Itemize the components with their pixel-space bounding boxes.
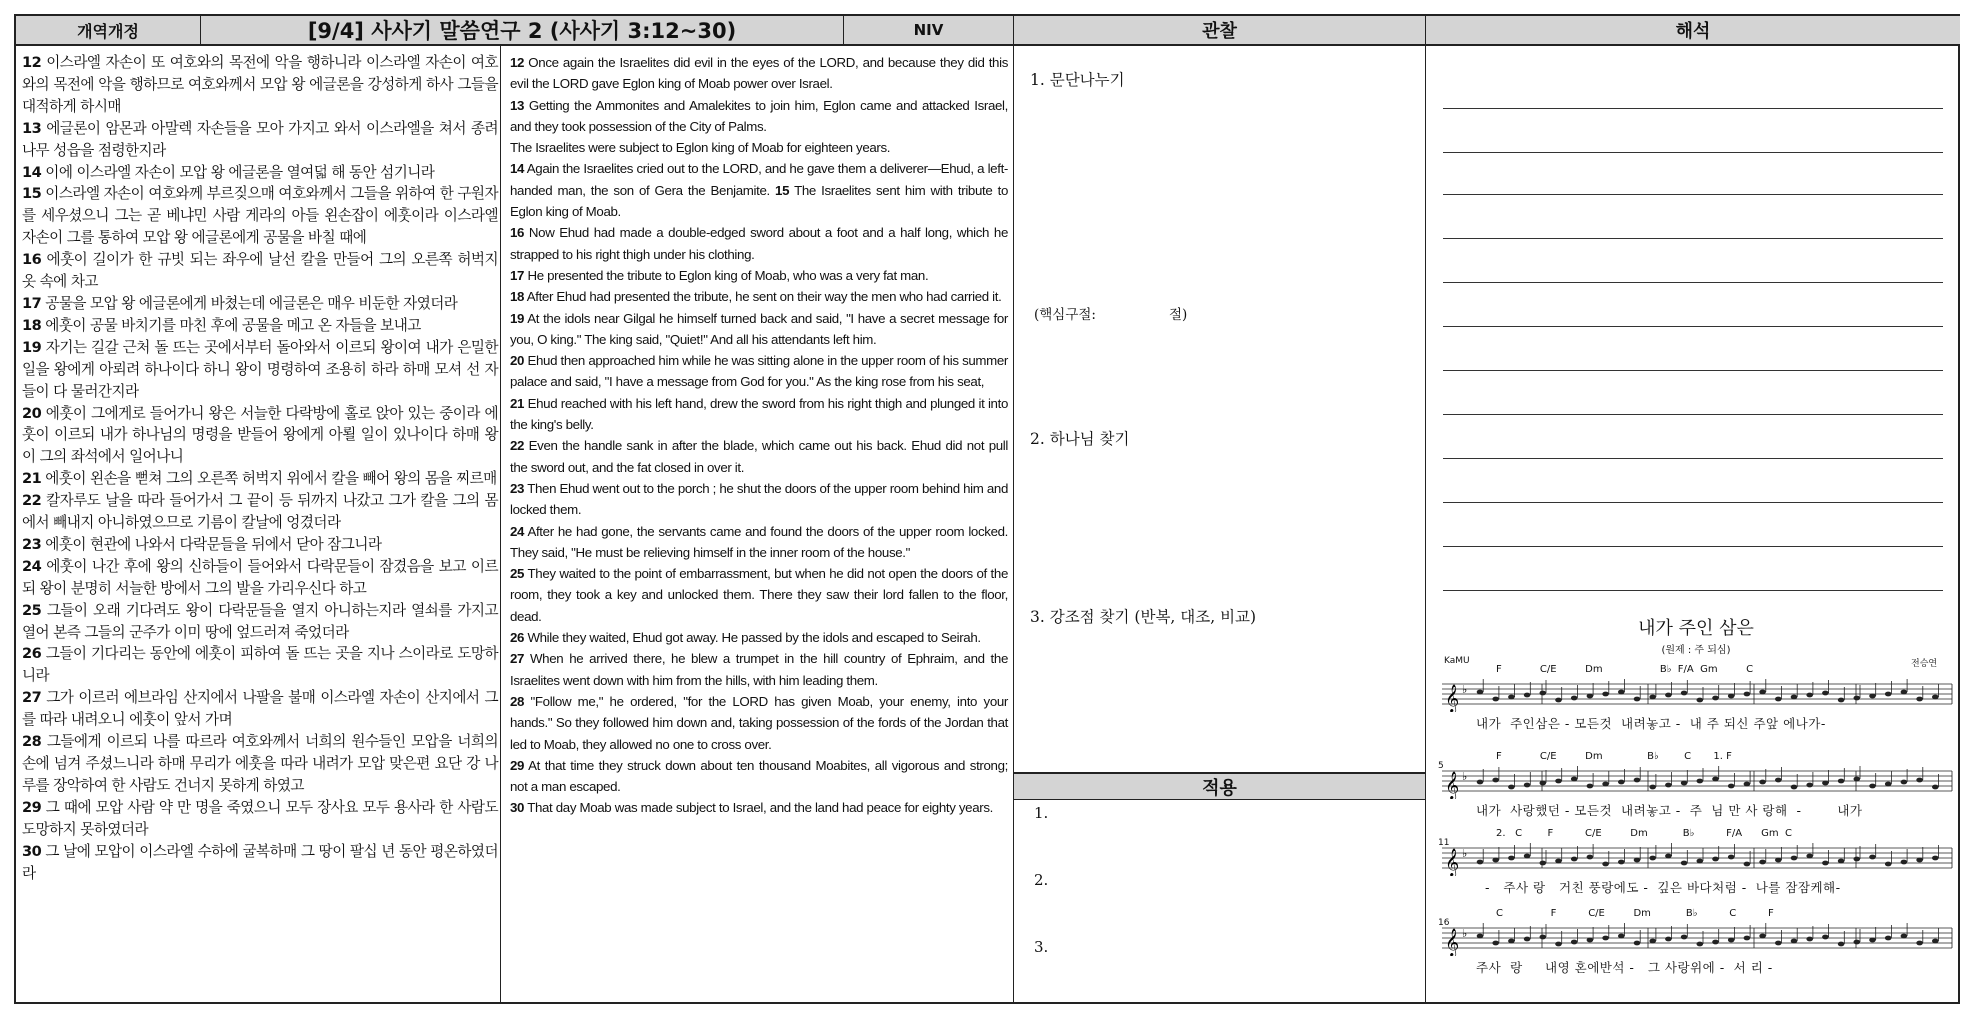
korean-verse: [22, 403, 498, 469]
verse-number: 15: [775, 182, 790, 198]
ruled-line: [1443, 546, 1943, 547]
svg-text:𝄞: 𝄞: [1445, 771, 1460, 799]
verse-number: 14: [510, 161, 525, 177]
verse-text: 그 때에 모압 사람 약 만 명을 죽였으니 모두 장사요 모두 용사라 한 사람도 도망하지 못하였더라: [22, 798, 498, 838]
verse-number: 28: [22, 733, 42, 751]
verse-number: 30: [510, 800, 525, 816]
svg-text:𝄞: 𝄞: [1445, 928, 1460, 956]
niv-header: NIV: [844, 16, 1014, 46]
verse-number: 29: [510, 757, 525, 773]
ruled-line: [1443, 108, 1943, 109]
observation-item-2: 2. 하나님 찾기: [1030, 430, 1130, 448]
application-item-1: 1.: [1034, 804, 1049, 822]
application-header: 적용: [1014, 772, 1425, 800]
ruled-line: [1443, 282, 1943, 283]
key-verse-label: (핵심구절:: [1034, 307, 1096, 323]
verse-text: 이스라엘 자손이 여호와께 부르짖으매 여호와께서 그들을 위하여 한 구원자를 세우셨으니 그는 곧 베냐민 사람 게라의 아들 왼손잡이 에훗이라 이스라엘 자손이 그를 통하여 모압 왕 에글론에게 공물을 바칠 때에: [22, 185, 498, 247]
ruled-line: [1443, 502, 1943, 503]
korean-verse: [22, 534, 498, 556]
verse-text: 이에 이스라엘 자손이 모압 왕 에글론을 열여덟 해 동안 섬기니라: [41, 163, 435, 181]
verse-number: 23: [22, 535, 42, 553]
niv-verse: [510, 350, 1008, 393]
observation-header: 관찰: [1014, 16, 1426, 46]
niv-verse: [510, 222, 1008, 265]
korean-verse: [22, 797, 498, 841]
verse-number: 12: [22, 54, 42, 71]
study-sheet: [14, 14, 1960, 1004]
song-composer: 전승연: [1911, 659, 1938, 669]
niv-verse: [510, 265, 1008, 286]
svg-text:𝄞: 𝄞: [1445, 684, 1460, 712]
korean-verse: [22, 556, 498, 600]
ruled-line: [1443, 152, 1943, 153]
niv-verse: [510, 52, 1008, 95]
verse-number: 17: [510, 267, 525, 283]
verse-text: 그들이 오래 기다려도 왕이 다락문들을 열지 아니하는지라 열쇠를 가지고 열어 본즉 그들의 군주가 이미 땅에 엎드러져 죽었더라: [22, 601, 498, 641]
verse-text: Again the Israelites cried out to the LORD, and he gave them a deliverer—Ehud, a left-handed man, the son of Gera the Benjamite.: [510, 161, 1008, 198]
korean-verse: [22, 183, 498, 249]
verse-number: 15: [22, 185, 42, 203]
verse-number: 22: [22, 492, 42, 510]
niv-verse: [510, 627, 1008, 648]
chord-symbols: F C/E Dm B♭ F/A Gm C: [1496, 664, 1754, 675]
verse-text: "Follow me," he ordered, "for the LORD has given Moab, your enemy, into your hands." So they followed him down and, taking possession of the fords of the Jordan that led to Moab, they allowed no one to cross over.: [510, 693, 1008, 752]
page-title: [9/4] 사사기 말씀연구 2 (사사기 3:12~30): [201, 16, 844, 46]
verse-number: 29: [22, 798, 42, 816]
verse-number: 16: [510, 225, 525, 241]
verse-number: 18: [510, 289, 525, 305]
verse-text: 에훗이 공물 바치기를 마친 후에 공물을 메고 온 자들을 보내고: [41, 316, 421, 334]
ruled-line: [1443, 238, 1943, 239]
niv-verse: [510, 95, 1008, 138]
verse-text: 공물을 모압 왕 에글론에게 바쳤는데 에글론은 매우 비둔한 자였더라: [41, 294, 458, 312]
song-title: 내가 주인 삼은: [1638, 618, 1754, 639]
verse-text: At that time they struck down about ten thousand Moabites, all vigorous and strong; not a man escaped.: [510, 757, 1008, 795]
verse-text: 그들에게 이르되 나를 따르라 여호와께서 너희의 원수들인 모압을 너희의 손에 넘겨 주셨느니라 하매 무리가 에훗을 따라 내려가 모압 맞은편 요단 강 나루를 장악하여 한 사람도 건너지 못하게 하였고: [22, 733, 498, 794]
verse-number: 12: [510, 55, 525, 70]
verse-number: 22: [510, 438, 525, 454]
verse-number: 21: [510, 395, 525, 411]
chord-symbols: 2. C F C/E Dm B♭ F/A Gm C: [1496, 828, 1792, 839]
korean-verse: [22, 118, 498, 162]
verse-text: The Israelites were subject to Eglon king of Moab for eighteen years.: [510, 140, 891, 156]
verse-number: 23: [510, 480, 525, 496]
verse-number: 16: [22, 251, 42, 269]
verse-text: 그가 이르러 에브라임 산지에서 나팔을 불매 이스라엘 자손이 산지에서 그를 따라 내려오니 에훗이 앞서 가며: [22, 689, 498, 729]
niv-verse: [510, 286, 1008, 307]
niv-verse: [510, 435, 1008, 478]
music-staff: [1436, 922, 1956, 956]
verse-text: He presented the tribute to Eglon king of Moab, who was a very fat man.: [524, 267, 929, 283]
application-item-2: 2.: [1034, 871, 1049, 889]
song-lyrics: 내가 주인삼은 - 모든것 내려놓고 - 내 주 되신 주앞 에나가-: [1476, 716, 1826, 731]
niv-verse: [510, 521, 1008, 564]
verse-number: 13: [22, 119, 42, 137]
verse-text: After Ehud had presented the tribute, he sent on their way the men who had carried it.: [524, 289, 1002, 305]
song-subtitle: (원제 : 주 되심): [1661, 645, 1731, 656]
verse-number: 27: [22, 689, 42, 707]
korean-verse: [22, 687, 498, 731]
korean-text-column: [22, 52, 498, 884]
song-lyrics: 주사 랑 내영 혼에반석 - 그 사랑위에 - 서 리 -: [1476, 960, 1773, 975]
korean-verse: [22, 162, 498, 184]
verse-number: 30: [22, 842, 42, 860]
verse-number: 27: [510, 651, 525, 667]
music-staff: [1436, 765, 1956, 799]
version-header: 개역개정: [16, 16, 201, 46]
verse-text: Now Ehud had made a double-edged sword about a foot and a half long, which he strapped to his right thigh under his clothing.: [510, 225, 1008, 262]
korean-verse: [22, 468, 498, 490]
application-item-3: 3.: [1034, 938, 1049, 956]
korean-verse: [22, 337, 498, 403]
ruled-line: [1443, 370, 1943, 371]
verse-text: Once again the Israelites did evil in the eyes of the LORD, and because they did this evil the LORD gave Eglon king of Moab power over Israel.: [510, 55, 1008, 92]
verse-text: At the idols near Gilgal he himself turned back and said, "I have a secret message for you, O king." The king said, "Quiet!" And all his attendants left him.: [510, 310, 1008, 347]
song-publisher: KaMU: [1444, 656, 1470, 666]
verse-number: 26: [510, 630, 525, 646]
key-verse-suffix: 절): [1169, 307, 1188, 323]
svg-text:♭: ♭: [1462, 927, 1468, 940]
ruled-line: [1443, 414, 1943, 415]
verse-number: 20: [510, 353, 525, 369]
music-staff: [1436, 842, 1956, 876]
korean-verse: [22, 600, 498, 644]
verse-text: They waited to the point of embarrassment, but when he did not open the doors of the room, they took a key and unlocked them. There they saw their lord fallen to the floor, dead.: [510, 566, 1008, 624]
korean-verse: [22, 52, 498, 118]
verse-text: 에훗이 나간 후에 왕의 신하들이 들어와서 다락문들이 잠겼음을 보고 이르되 왕이 분명히 서늘한 방에서 그의 발을 가리우신다 하고: [22, 557, 498, 597]
niv-verse: [510, 308, 1008, 351]
song-lyrics: - 주사 랑 거친 풍랑에도 - 깊은 바다처럼 - 나를 잠잠케해-: [1476, 880, 1841, 895]
verse-number: 13: [510, 97, 525, 113]
observation-item-1: 1. 문단나누기: [1030, 71, 1125, 89]
verse-text: 칼자루도 날을 따라 들어가서 그 끝이 등 뒤까지 나갔고 그가 칼을 그의 몸에서 빼내지 아니하였으므로 기름이 칼날에 엉겼더라: [22, 492, 498, 532]
verse-number: 17: [22, 294, 42, 312]
verse-text: Ehud then approached him while he was sitting alone in the upper room of his summer palace and said, "I have a message from God for you." As the king rose from his seat,: [510, 353, 1008, 390]
korean-verse: [22, 841, 498, 885]
verse-number: 19: [510, 310, 525, 326]
verse-number: 21: [22, 470, 42, 488]
verse-text: Getting the Ammonites and Amalekites to join him, Eglon came and attacked Israel, and they took possession of the City of Palms.: [510, 97, 1008, 134]
svg-text:♭: ♭: [1462, 683, 1468, 696]
niv-verse: [510, 393, 1008, 436]
verse-number: 25: [22, 601, 42, 619]
verse-text: 에훗이 현관에 나와서 다락문들을 뒤에서 닫아 잠그니라: [41, 535, 382, 553]
verse-number: 25: [510, 566, 525, 582]
interpretation-header: 해석: [1426, 16, 1960, 46]
niv-text-column: [510, 52, 1008, 819]
verse-text: 그들이 기다리는 동안에 에훗이 피하여 돌 뜨는 곳을 지나 스이라로 도망하니라: [22, 645, 498, 685]
ruled-line: [1443, 590, 1943, 591]
verse-text: While they waited, Ehud got away. He passed by the idols and escaped to Seirah.: [524, 630, 981, 646]
verse-text: The Israelites sent him with tribute to Eglon king of Moab.: [510, 182, 1008, 220]
korean-verse: [22, 293, 498, 315]
chord-symbols: F C/E Dm B♭ C 1. F: [1496, 751, 1732, 762]
verse-text: That day Moab was made subject to Israel, and the land had peace for eighty years.: [524, 800, 993, 816]
ruled-line: [1443, 326, 1943, 327]
verse-number: 28: [510, 693, 525, 709]
korean-verse: [22, 643, 498, 687]
verse-number: 14: [22, 163, 42, 181]
verse-text: Ehud reached with his left hand, drew the sword from his right thigh and plunged it into the king's belly.: [510, 395, 1008, 433]
song-lyrics: 내가 사랑했던 - 모든것 내려놓고 - 주 님 만 사 랑해 - 내가: [1476, 803, 1863, 818]
korean-verse: [22, 731, 498, 797]
measure-number: 16: [1438, 918, 1450, 928]
verse-text: 에훗이 그에게로 들어가니 왕은 서늘한 다락방에 홀로 앉아 있는 중이라 에훗이 이르되 내가 하나님의 명령을 받들어 왕에게 아뢸 일이 있나이다 하매 왕이 그의 좌석에서 일어나니: [22, 404, 498, 466]
ruled-line: [1443, 194, 1943, 195]
ruled-line: [1443, 458, 1943, 459]
verse-number: 19: [22, 338, 42, 356]
verse-text: 에훗이 길이가 한 규빗 되는 좌우에 날선 칼을 만들어 그의 오른쪽 허벅지 옷 속에 차고: [22, 251, 498, 291]
niv-verse: [510, 478, 1008, 521]
verse-text: 자기는 길갈 근처 돌 뜨는 곳에서부터 돌아와서 이르되 왕이여 내가 은밀한 일을 왕에게 아뢰려 하나이다 하니 왕이 명령하여 조용히 하라 하매 모셔 선 자들이 다 물러간지라: [22, 338, 498, 400]
verse-number: 24: [510, 523, 525, 539]
verse-number: 24: [22, 557, 42, 575]
chord-symbols: C F C/E Dm B♭ C F: [1496, 908, 1774, 919]
niv-verse: [510, 158, 1008, 222]
korean-verse: [22, 315, 498, 337]
verse-number: 26: [22, 645, 42, 663]
measure-number: 11: [1438, 838, 1450, 848]
verse-text: Then Ehud went out to the porch ; he shut the doors of the upper room behind him and locked them.: [510, 480, 1008, 518]
music-staff: [1436, 678, 1956, 712]
svg-text:♭: ♭: [1462, 847, 1468, 860]
verse-text: After he had gone, the servants came and found the doors of the upper room locked. They said, "He must be relieving himself in the inner room of the house.": [510, 523, 1008, 560]
niv-verse: [510, 563, 1008, 627]
korean-verse: [22, 249, 498, 293]
verse-text: Even the handle sank in after the blade, which came out his back. Ehud did not pull the sword out, and the fat closed in over it.: [510, 438, 1008, 475]
verse-number: 20: [22, 404, 42, 422]
observation-item-3: 3. 강조점 찾기 (반복, 대조, 비교): [1030, 608, 1257, 626]
verse-text: 에글론이 암몬과 아말렉 자손들을 모아 가지고 와서 이스라엘을 쳐서 종려나무 성읍을 점령한지라: [22, 119, 498, 159]
verse-number: 18: [22, 316, 42, 334]
verse-text: 그 날에 모압이 이스라엘 수하에 굴복하매 그 땅이 팔십 년 동안 평온하였더라: [22, 842, 498, 882]
niv-verse: [510, 691, 1008, 755]
niv-verse: [510, 797, 1008, 818]
svg-text:𝄞: 𝄞: [1445, 848, 1460, 876]
verse-text: 이스라엘 자손이 또 여호와의 목전에 악을 행하니라 이스라엘 자손이 여호와의 목전에 악을 행하므로 여호와께서 모압 왕 에글론을 강성하게 하사 그들을 대적하게 하시매: [22, 54, 498, 115]
measure-number: 5: [1438, 761, 1444, 771]
verse-text: When he arrived there, he blew a trumpet in the hill country of Ephraim, and the Israelites went down with him from the hills, with him leading them.: [510, 651, 1008, 688]
niv-verse: [510, 137, 1008, 158]
korean-verse: [22, 490, 498, 534]
verse-text: 에훗이 왼손을 뻗쳐 그의 오른쪽 허벅지 위에서 칼을 빼어 왕의 몸을 찌르매: [41, 470, 497, 488]
svg-text:♭: ♭: [1462, 770, 1468, 783]
niv-verse: [510, 648, 1008, 691]
niv-verse: [510, 755, 1008, 798]
